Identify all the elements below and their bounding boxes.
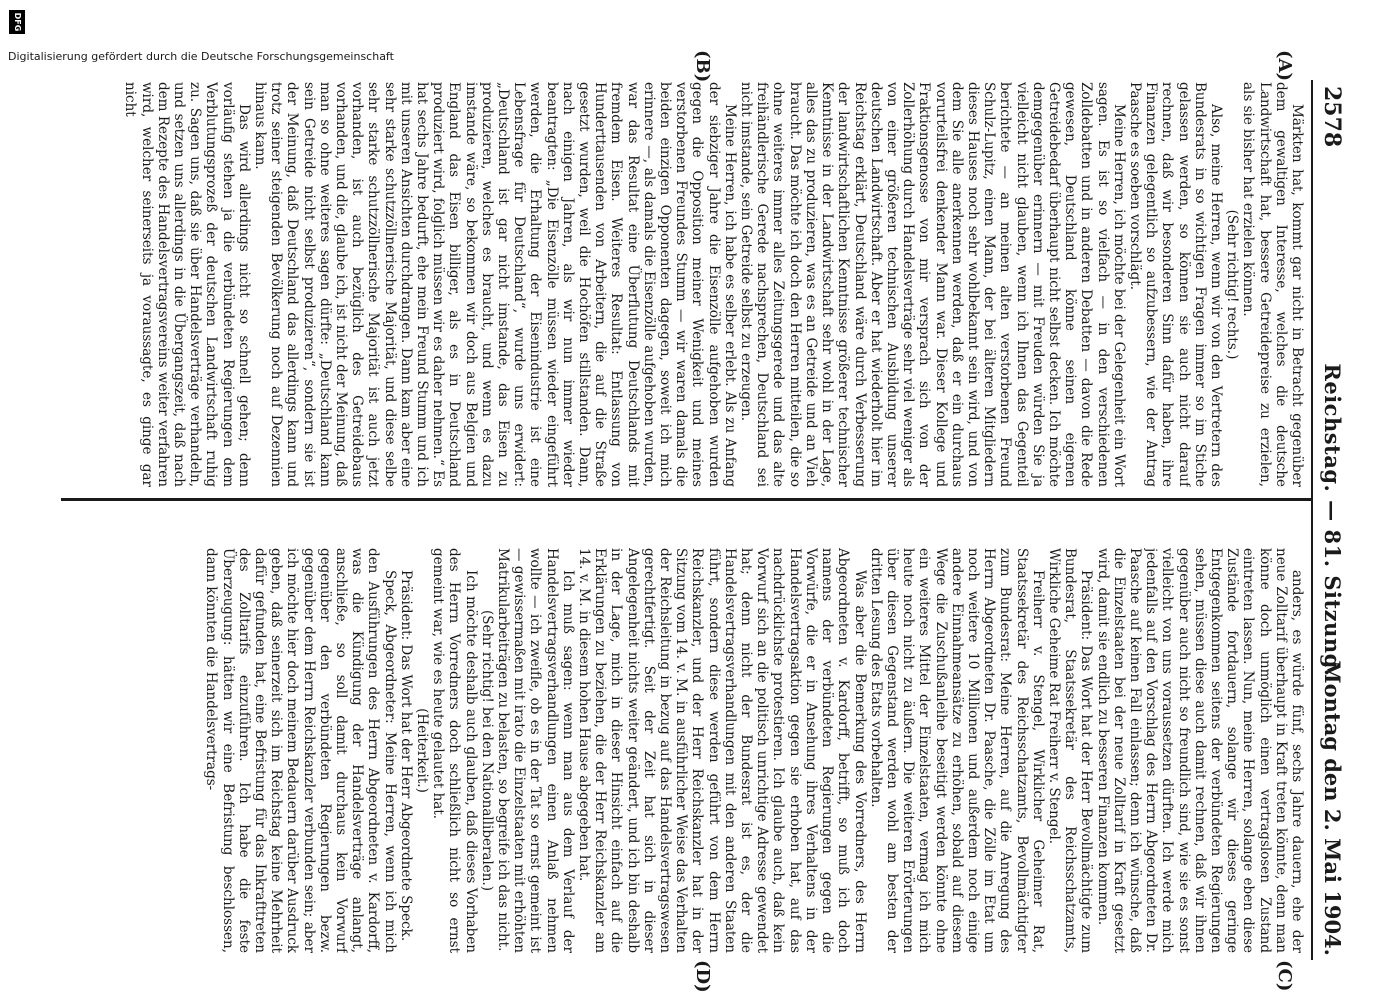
page-header — [1311, 80, 1353, 960]
speaker-paragraph: Speck, Abgeordneter: Meine Herren, wenn ich mich den Ausführungen des Herrn Abgeordneten v. Kardorff, was die Kündigung der Handelsverträge anlangt, anschließe, so soll damit durchaus kein Vorwurf gegenüber den verbündeten Regierungen bezw. gegenüber dem Herrn Reichskanzler verbunden sein; aber ich möchte hier doch meinem Bedauern darüber Ausdruck geben, daß seinerzeit sich im Reichstag keine Mehrheit dafür gefunden hat, eine Befristung für das Inkrafttreten des Zolltarifs einzuführen. Ich habe die feste Überzeugung: hätten wir eine Befristung beschlossen, dann könnten die Handelsvertrags- — [203, 548, 398, 953]
paragraph: Was aber die Bemerkung des Vorredners, des Herrn Abgeordneten v. Kardorff, betrifft, so muß ich doch namens der verbündeten Regierungen gegen die Vorwürfe, die er in Ansehung ihres Verhaltens in der Handelsvertragsaktion gegen sie erhoben hat, auf das nachdrücklichste protestieren. Ich glaube auch, daß kein Vorwurf sich an die politisch unrichtige Adresse gewendet hat; denn nicht der Bundesrat ist es, der die Handelsvertragsverhandlungen mit den anderen Staaten führt, sondern diese werden geführt von dem Herrn Reichskanzler, und der Herr Reichskanzler hat in der Sitzung vom 14. v. M. in ausführlicher Weise das Verhalten der Reichsleitung in bezug auf das Handelsvertragswesen gerechtfertigt. Seit der Zeit hat sich in dieser Angelegenheit nichts weiter geändert, und ich bin deshalb in der Lage, mich in dieser Hinsicht einfach auf die Erklärungen zu beziehen, die der Herr Reichskanzler am 14. v. M. in diesem hohen Hause abgegeben hat. — [576, 548, 868, 953]
page-title: Reichstag. — 81. Sitzung. — [1320, 363, 1345, 677]
speaker-paragraph: Freiherr v. Stengel, Wirklicher Geheimer Rat, Staatssekretär des Reichsschatzamts, Bevollmächtigter zum Bundesrat: Meine Herren, auf die Anregung des Herrn Abgeordneten Dr. Paasche, die Zölle im Etat um noch weitere 10 Millionen und außerdem noch einige andere Einnahmeansätze zu erhöhen, sobald auf diesem Wege die Zuschußanleihe beseitigt werden könnte ohne ein weiteres Mittel der Einzelstaaten, vermag ich mich heute noch nicht zu äußern. Die weiteren Erörterungen über diesen Gegenstand werden wohl am besten der dritten Lesung des Etats vorbehalten. — [867, 548, 1046, 953]
left-column — [55, 82, 1305, 487]
speaker-paragraph: Präsident: Das Wort hat der Herr Bevollmächtigte zum Bundesrat, Staatssekretär des Reichsschatzamts, Wirkliche Geheime Rat Freiherr v. Stengel. — [1045, 548, 1095, 953]
paragraph: Also, meine Herren, wenn wir von den Vertretern des Bundesrats in so wichtigen Fragen immer so im Stiche gelassen werden, so können sie auch nicht darauf rechnen, daß wir besonderen Sinn dafür haben, ihre Finanzen gelegentlich so aufzubessern, wie der Antrag Paasche es soeben vorschlägt. — [1126, 82, 1224, 487]
speaker-paragraph: Präsident: Das Wort hat der Herr Abgeordnete Speck. — [397, 570, 414, 942]
margin-marker-b: (B) — [692, 50, 713, 83]
interjection: (Sehr richtig! bei den Nationalliberalen.) — [478, 609, 495, 892]
page-number: 2578 — [1319, 86, 1345, 148]
interjection: (Heiterkeit.) — [414, 708, 431, 793]
digitization-note: Digitalisierung gefördert durch die Deutsche Forschungsgemeinschaft — [8, 50, 394, 63]
paragraph: Meine Herren, ich habe es selber erlebt. Als zu Anfang der siebziger Jahre die Eisenzölle aufgehoben wurden gegen die Opposition meiner Wenigkeit und meines verstorbenen Freundes Stumm — wir waren damals die beiden einzigen Opponenten dagegen, soweit ich mich erinnere —, als damals die Eisenzölle aufgehoben wurden, war das Resultat eine Überflutung Deutschlands mit fremdem Eisen. Weiteres Resultat: Entlassung von Hunderttausenden von Arbeitern, die auf die Straße gesetzt wurden, weil die Hochöfen stillstanden. Dann, nach einigen Jahren, als wir nun immer wieder beantragten: „Die Eisenzölle müssen wieder eingeführt werden, die Erhaltung der Eisenindustrie ist eine Lebensfrage für Deutschland“, wurde uns erwidert: „Deutschland ist gar nicht imstande, das Eisen zu produzieren, welches es braucht, und wenn es dazu imstande wäre, so bekommen wir doch aus Belgien und England das Eisen billiger, als es in Deutschland produziert wird, folglich müssen wir es daher nehmen.“ Es hat sechs Jahre bedurft, ehe mein Freund Stumm und ich mit unseren Ansichten durchdrangen. Dann kam aber eine sehr starke schutzzöllnerische Majorität, und diese selbe sehr starke schutzzöllnerische Majorität ist auch jetzt vorhanden, ist auch bezüglich des Getreidebaus vorhanden, und die, glaube ich, ist nicht der Meinung, daß man so ohne weiteres sagen dürfte: „Deutschland kann sein Getreide nicht selbst produzieren“, sondern sie ist der Meinung, daß Deutschland das allerdings kann und trotz seiner steigenden Bevölkerung noch auf Dezennien hinaus kann. — [252, 82, 738, 487]
column-divider — [61, 498, 1311, 501]
right-column — [55, 548, 1305, 953]
paragraph: Ich muß sagen: wenn man aus dem Verlauf der Handelsvertragsverhandlungen einen Anlaß nehmen wollte — ich zweifle, ob es in der Tat so ernst gemeint ist — gewissermaßen mit irato die Einzelstaaten mit erhöhten Matrikularbeiträgen zu belasten, so begreife ich das nicht. — [495, 548, 576, 953]
paragraph: Das wird allerdings nicht so schnell gehen; denn vorläufig stehen ja die verbündeten Regierungen dem Verblutungsprozeß der deutschen Landwirtschaft ruhig zu. Sagen uns, daß sie über Handelsverträge verhandeln, und setzen uns allerdings in die Übergangszeit, daß nach dem Rezepte des Handelsvertragsvereins weiter verfahren wird, welcher seinerseits ja voraussagte, es ginge gar nicht — [122, 82, 252, 487]
session-date: Montag den 2. Mai 1904. — [1320, 660, 1345, 956]
paragraph: Ich möchte deshalb auch glauben, daß dieses Vorhaben des Herrn Vorredners doch schließlich nicht so ernst gemeint war, wie es heute gelautet hat. — [430, 548, 479, 953]
paragraph: Märkten hat, kommt gar nicht in Betracht gegenüber dem gewaltigen Interesse, welches die deutsche Landwirtschaft hat, bessere Getreidepreise zu erzielen, als sie bisher hat erzielen können. — [1240, 82, 1305, 487]
margin-marker-c: (C) — [1274, 960, 1295, 992]
paragraph: anders, es würde fünf, sechs Jahre dauern, ehe der neue Zolltarif überhaupt in Kraft treten könnte, denn man könne doch unmöglich einen vertragslosen Zustand eintreten lassen. Nun, meine Herren, solange eben diese Zustände fortdauern, solange wir dieses geringe Entgegenkommen seitens der verbündeten Regierungen sehen, müssen diese auch damit rechnen, daß wir ihnen gegenüber auch nicht so freundlich sind, wie sie es sonst vielleicht von uns voraussetzen dürften. Ich werde mich jedenfalls auf den Vorschlag des Herrn Abgeordneten Dr. Paasche auf keinen Fall einlassen; denn ich wünsche, daß die Einzelstaaten bei der neue Zolltarif in Kraft gesetzt wird, damit sie endlich zu besseren Finanzen kommen. — [1094, 548, 1305, 953]
margin-marker-d: (D) — [692, 960, 713, 993]
interjection: (Sehr richtig! rechts.) — [1224, 209, 1241, 360]
paragraph: Meine Herren, ich möchte bei der Gelegenheit ein Wort sagen. Es ist so vielfach — in den verschiedenen Zolldebatten und in anderen Debatten — davon die Rede gewesen, Deutschland könne seinen eigenen Getreidebedarf überhaupt nicht selbst decken. Ich möchte demgegenüber erinnern — mit Freuden würden Sie ja vielleicht nicht glauben, wenn ich Ihnen das Gegenteil berichtete — an meinen alten verstorbenen Freund Schulz-Lupitz, einen Mann, der bei älteren Mitgliedern dieses Hauses noch sehr wohlbekannt sein wird, und von dem Sie alle anerkennen werden, daß er ein durchaus vorurteilsfrei denkender Mann war. Dieser Kollege und Fraktionsgenosse von mir versprach sich von der Zollerhöhung durch Handelsverträge sehr viel weniger als von einer größeren technischen Ausbildung unserer deutschen Landwirtschaft. Aber er hat wiederholt hier im Reichstag erklärt, Deutschland wäre durch Verbesserung der landwirtschaftlichen Kenntnisse größerer technischer Kenntnisse in der Landwirtschaft sehr wohl in der Lage, alles das zu produzieren, was es an Getreide und an Vieh braucht. Das möchte ich doch den Herren mitteilen, die so ohne weiteres immer alles Zeitungsgerede und das alte freihändlerische Gerede nachsprechen, Deutschland sei nicht imstande, sein Getreide selbst zu erzeugen. — [738, 82, 1127, 487]
dfg-logo: DFG — [9, 10, 25, 34]
margin-marker-a: (A) — [1274, 50, 1295, 81]
